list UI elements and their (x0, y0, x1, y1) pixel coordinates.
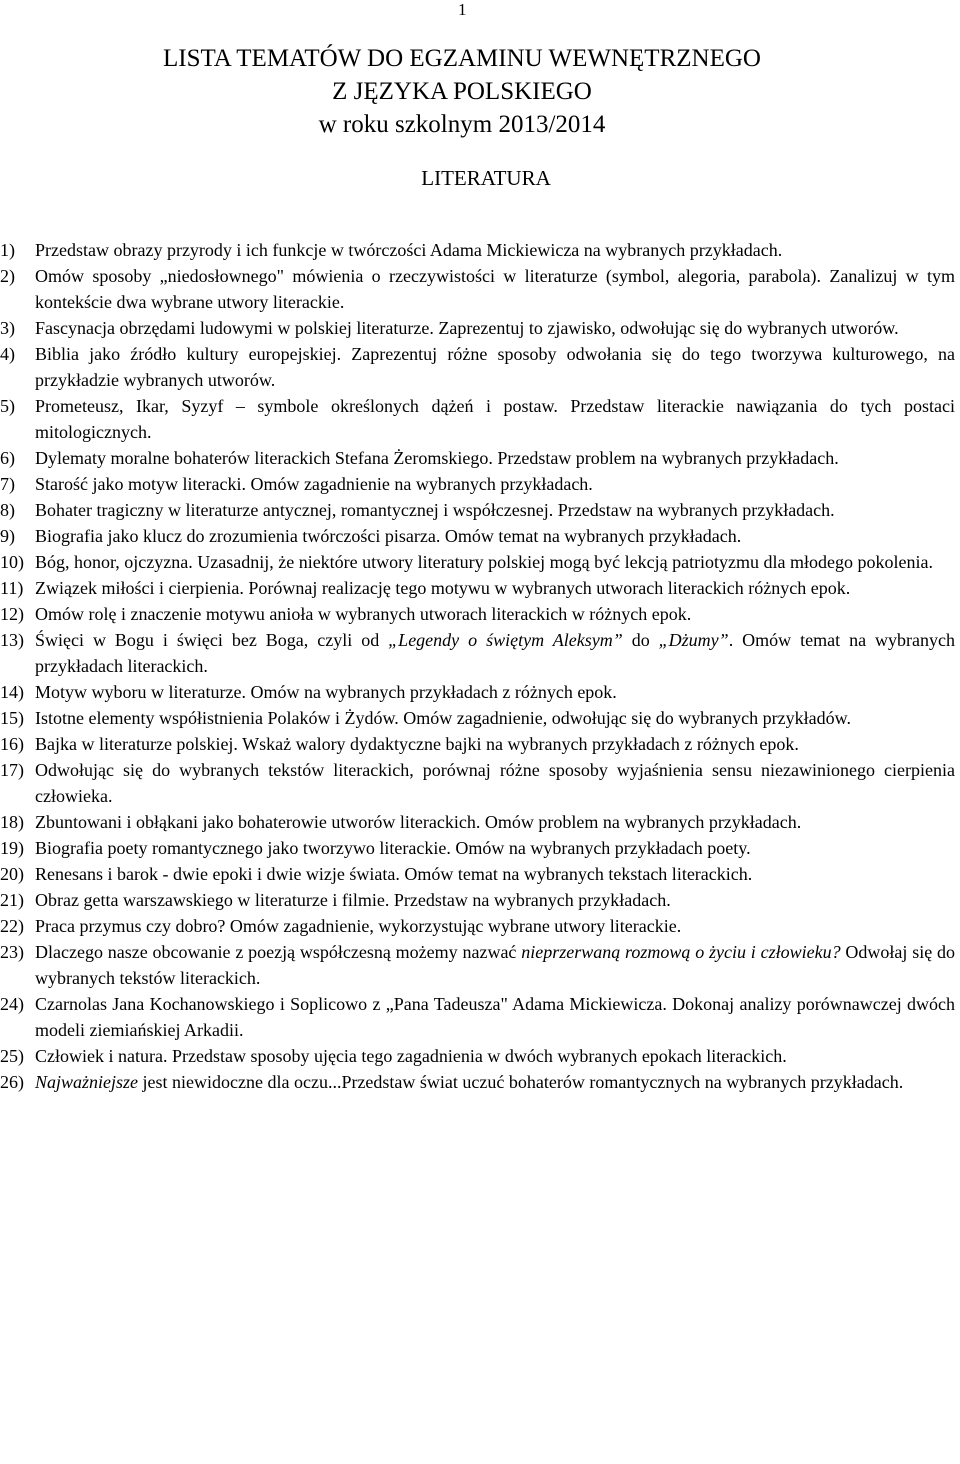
topic-item (0, 757, 960, 809)
topic-item (0, 237, 960, 263)
topic-item (0, 991, 960, 1043)
topic-number: 21) (0, 890, 24, 910)
topic-item (0, 601, 960, 627)
document-title (0, 42, 924, 141)
topic-number: 26) (0, 1072, 24, 1092)
topic-text: Czarnolas Jana Kochanowskiego i Soplicowo z „Pana Tadeusza" Adama Mickiewicza. Dokonaj analizy porównawczej dwóch modeli ziemiańskiej Arkadii. (35, 994, 955, 1040)
title-line: w roku szkolnym 2013/2014 (318, 111, 606, 138)
topic-text: Przedstaw obrazy przyrody i ich funkcje w twórczości Adama Mickiewicza na wybranych przykładach. (35, 240, 783, 260)
topic-text-italic: „Dżumy” (658, 630, 729, 650)
topic-number: 18) (0, 812, 24, 832)
topic-item (0, 705, 960, 731)
topic-text: Biografia poety romantycznego jako tworzywo literackie. Omów na wybranych przykładach poety. (35, 838, 751, 858)
topic-number: 25) (0, 1046, 24, 1066)
topic-text-part: jest niewidoczne dla oczu...Przedstaw świat uczuć bohaterów romantycznych na wybranych przykładach. (138, 1072, 904, 1092)
topic-text: Zbuntowani i obłąkani jako bohaterowie utworów literackich. Omów problem na wybranych przykładach. (35, 812, 802, 832)
topic-text: Obraz getta warszawskiego w literaturze i filmie. Przedstaw na wybranych przykładach. (35, 890, 671, 910)
topic-item (0, 497, 960, 523)
topic-text-part: Dlaczego nasze obcowanie z poezją współczesną możemy nazwać (35, 942, 522, 962)
topic-text-italic: „Legendy o świętym Aleksym” (388, 630, 623, 650)
topic-text-part: Odwołaj się do wybranych tekstów literackich. (35, 942, 956, 988)
topic-text: Bohater tragiczny w literaturze antycznej, romantycznej i współczesnej. Przedstaw na wybranych przykładach. (35, 500, 835, 520)
topic-text-italic: nieprzerwaną rozmową o życiu i człowieku? (521, 942, 841, 962)
topic-item (0, 341, 960, 393)
topic-item (0, 549, 960, 575)
topic-item (0, 315, 960, 341)
topic-number: 10) (0, 552, 24, 572)
topic-item (0, 809, 960, 835)
title-line: LISTA TEMATÓW DO EGZAMINU WEWNĘTRZNEGO (163, 45, 761, 72)
topic-number: 5) (0, 396, 15, 416)
topic-item (0, 887, 960, 913)
topic-number: 14) (0, 682, 24, 702)
topic-item (0, 263, 960, 315)
topic-item (0, 939, 960, 991)
topic-text: Motyw wyboru w literaturze. Omów na wybranych przykładach z różnych epok. (35, 682, 617, 702)
topic-number: 8) (0, 500, 15, 520)
topic-text: Bajka w literaturze polskiej. Wskaż walory dydaktyczne bajki na wybranych przykładach z różnych epok. (35, 734, 799, 754)
topic-item (0, 861, 960, 887)
topic-item (0, 731, 960, 757)
topic-text: Fascynacja obrzędami ludowymi w polskiej literaturze. Zaprezentuj to zjawisko, odwołując się do wybranych utworów. (35, 318, 899, 338)
topic-text: Człowiek i natura. Przedstaw sposoby ujęcia tego zagadnienia w dwóch wybranych epokach literackich. (35, 1046, 787, 1066)
topic-item (0, 835, 960, 861)
topic-item (0, 913, 960, 939)
topic-text-italic: Najważniejsze (35, 1072, 139, 1092)
topic-number: 12) (0, 604, 24, 624)
topic-number: 19) (0, 838, 24, 858)
topic-text-part: do (622, 630, 659, 650)
section-heading: LITERATURA (421, 166, 551, 190)
topic-item (0, 627, 960, 679)
topic-list (0, 237, 960, 1095)
topic-item (0, 1043, 960, 1069)
topic-text-part: Święci w Bogu i święci bez Boga, czyli od (35, 630, 389, 650)
topic-number: 1) (0, 240, 15, 260)
topic-text: Renesans i barok - dwie epoki i dwie wizje świata. Omów temat na wybranych tekstach literackich. (35, 864, 753, 884)
topic-number: 15) (0, 708, 24, 728)
topic-number: 13) (0, 630, 24, 650)
topic-text: Biblia jako źródło kultury europejskiej. Zaprezentuj różne sposoby odwołania się do tego tworzywa kulturowego, na przykładzie wybranych utworów. (35, 344, 955, 390)
topic-number: 2) (0, 266, 15, 286)
topic-text (35, 627, 955, 679)
topic-text: Starość jako motyw literacki. Omów zagadnienie na wybranych przykładach. (35, 474, 593, 494)
topic-number: 3) (0, 318, 15, 338)
topic-text (35, 939, 955, 991)
topic-number: 9) (0, 526, 15, 546)
topic-number: 23) (0, 942, 24, 962)
topic-number: 4) (0, 344, 15, 364)
topic-text: Biografia jako klucz do zrozumienia twórczości pisarza. Omów temat na wybranych przykładach. (35, 526, 742, 546)
topic-text-part: . Omów temat na wybranych przykładach literackich. (35, 630, 956, 676)
topic-text: Bóg, honor, ojczyzna. Uzasadnij, że niektóre utwory literatury polskiej mogą być lekcją patriotyzmu dla młodego pokolenia. (35, 552, 934, 572)
topic-item (0, 1069, 960, 1095)
topic-number: 11) (0, 578, 24, 598)
topic-text: Dylematy moralne bohaterów literackich Stefana Żeromskiego. Przedstaw problem na wybranych przykładach. (35, 448, 839, 468)
topic-item (0, 679, 960, 705)
topic-number: 22) (0, 916, 24, 936)
title-line: Z JĘZYKA POLSKIEGO (332, 78, 592, 105)
topic-number: 6) (0, 448, 15, 468)
topic-number: 16) (0, 734, 24, 754)
topic-item (0, 575, 960, 601)
topic-text: Omów rolę i znaczenie motywu anioła w wybranych utworach literackich w różnych epok. (35, 604, 692, 624)
page-number: 1 (458, 0, 467, 19)
topic-text: Prometeusz, Ikar, Syzyf – symbole określonych dążeń i postaw. Przedstaw literackie nawiązania do tych postaci mitologicznych. (35, 396, 955, 442)
topic-item (0, 393, 960, 445)
topic-item (0, 523, 960, 549)
topic-number: 17) (0, 760, 24, 780)
topic-text: Praca przymus czy dobro? Omów zagadnienie, wykorzystując wybrane utwory literackie. (35, 916, 682, 936)
topic-number: 24) (0, 994, 24, 1014)
topic-item (0, 445, 960, 471)
topic-number: 20) (0, 864, 24, 884)
topic-text: Istotne elementy współistnienia Polaków i Żydów. Omów zagadnienie, odwołując się do wybranych przykładów. (35, 708, 851, 728)
topic-text: Odwołując się do wybranych tekstów literackich, porównaj różne sposoby wyjaśnienia sensu niezawinionego cierpienia człowieka. (35, 760, 955, 806)
topic-text: Omów sposoby „niedosłownego" mówienia o rzeczywistości w literaturze (symbol, alegoria, parabola). Zanalizuj w tym kontekście dwa wybrane utwory literackie. (35, 266, 955, 312)
topic-number: 7) (0, 474, 15, 494)
topic-item (0, 471, 960, 497)
topic-text: Związek miłości i cierpienia. Porównaj realizację tego motywu w wybranych utworach literackich różnych epok. (35, 578, 851, 598)
topic-text (35, 1069, 955, 1095)
